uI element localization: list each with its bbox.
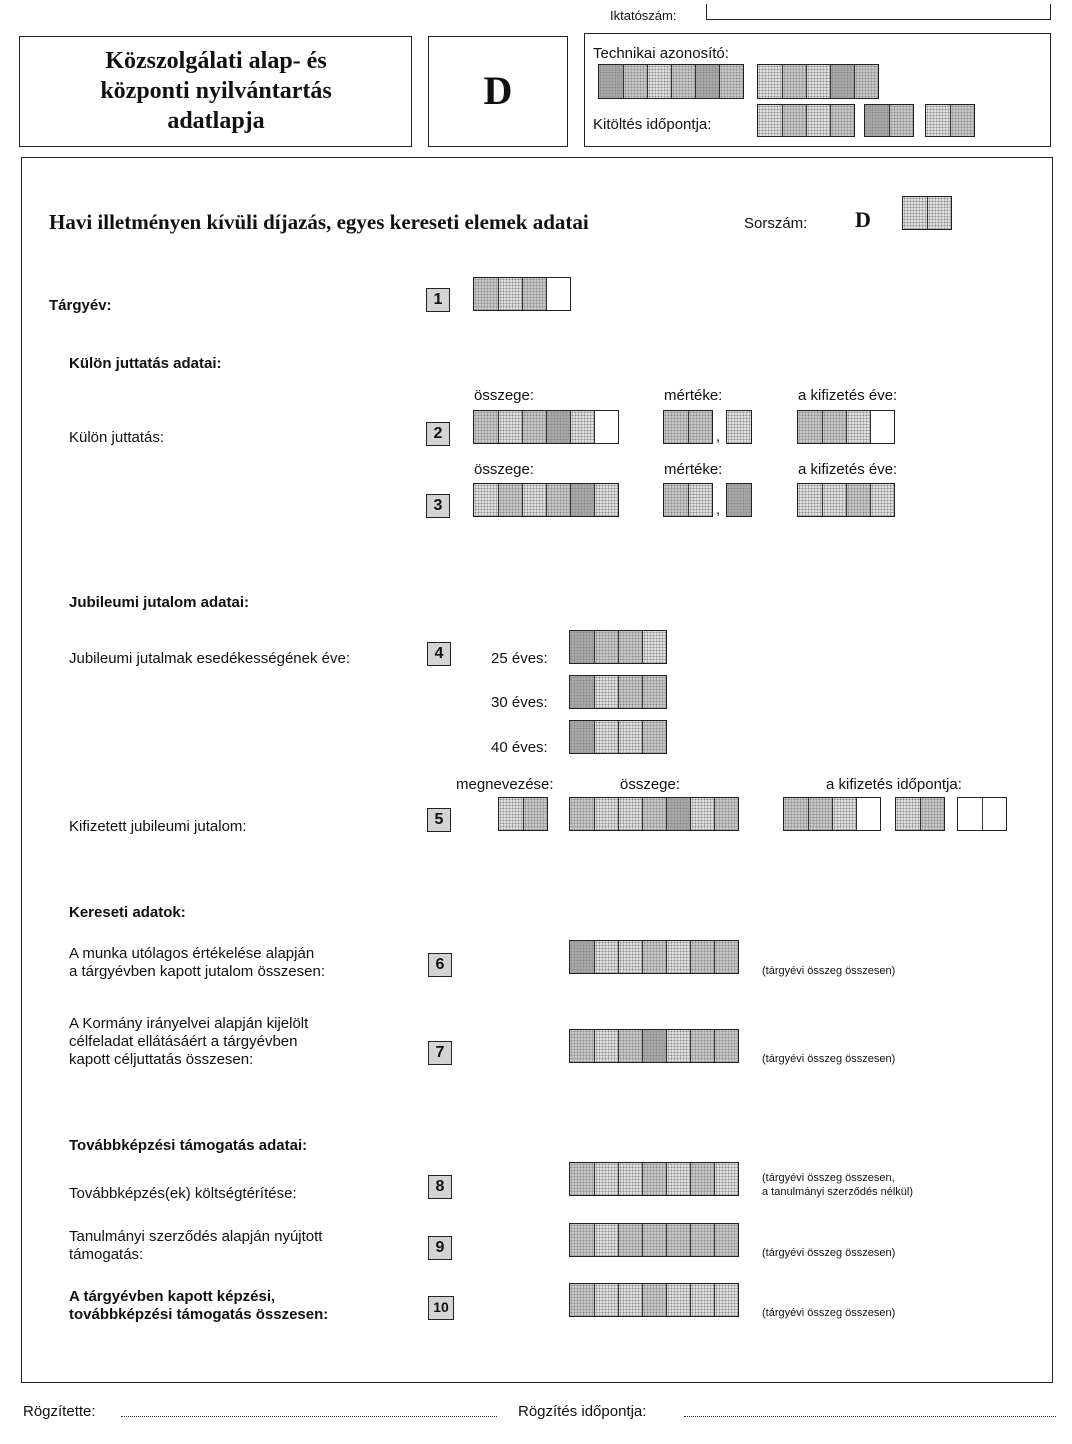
row-number-6: 6 xyxy=(428,953,452,977)
study-contract-cells[interactable] xyxy=(569,1223,739,1257)
row-number-4: 4 xyxy=(427,642,451,666)
special-year-cells-b[interactable] xyxy=(797,483,895,517)
recorded-at-field[interactable] xyxy=(684,1416,1056,1417)
training-row10-line2: továbbképzési támogatás összesen: xyxy=(69,1306,329,1323)
special-rate-header-b: mértéke: xyxy=(664,461,723,478)
earnings-row6-line1: A munka utólagos értékelése alapján xyxy=(69,945,315,962)
training-row9-line2: támogatás: xyxy=(69,1246,144,1263)
jubilee-due-label: Jubileumi jutalmak esedékességének éve: xyxy=(69,650,350,667)
special-benefit-label: Külön juttatás: xyxy=(69,429,165,446)
recorded-by-field[interactable] xyxy=(121,1416,497,1417)
target-allowance-cells[interactable] xyxy=(569,1029,739,1063)
jubilee-amount-header: összege: xyxy=(620,776,681,793)
fill-date-month-cells[interactable] xyxy=(864,104,914,137)
row-number-8: 8 xyxy=(428,1175,452,1199)
earnings-row7-line3: kapott céljuttatás összesen: xyxy=(69,1051,254,1068)
jubilee-date-day-cells[interactable] xyxy=(957,797,1007,831)
special-amount-cells-a[interactable] xyxy=(473,410,619,444)
fill-date-label: Kitöltés időpontja: xyxy=(593,116,712,133)
jubilee-amount-cells[interactable] xyxy=(569,797,739,831)
training-cost-note-line1: (tárgyévi összeg összesen, xyxy=(762,1172,895,1184)
special-rate-decimal-a[interactable] xyxy=(726,410,752,444)
training-total-note: (tárgyévi összeg összesen) xyxy=(762,1307,896,1319)
jubilee-date-year-cells[interactable] xyxy=(783,797,881,831)
jubilee-date-header: a kifizetés időpontja: xyxy=(826,776,962,793)
decimal-comma-b: , xyxy=(716,501,721,518)
reward-total-note: (tárgyévi összeg összesen) xyxy=(762,965,896,977)
special-amount-header-a: összege: xyxy=(474,387,535,404)
serial-cells[interactable] xyxy=(902,196,952,230)
special-rate-decimal-b[interactable] xyxy=(726,483,752,517)
registration-label: Iktatószám: xyxy=(610,8,677,23)
special-amount-cells-b[interactable] xyxy=(473,483,619,517)
row-number-9: 9 xyxy=(428,1236,452,1260)
training-heading: Továbbképzési támogatás adatai: xyxy=(69,1137,308,1154)
target-allowance-note: (tárgyévi összeg összesen) xyxy=(762,1053,896,1065)
earnings-row7-line1: A Kormány irányelvei alapján kijelölt xyxy=(69,1015,309,1032)
training-cost-note-line2: a tanulmányi szerződés nélkül) xyxy=(762,1186,914,1198)
earnings-row7-line2: célfeladat ellátásáért a tárgyévben xyxy=(69,1033,298,1050)
row-number-5: 5 xyxy=(427,808,451,832)
target-year-label: Tárgyév: xyxy=(49,297,112,314)
jubilee-30-cells[interactable] xyxy=(569,675,667,709)
training-row8-label: Továbbképzés(ek) költségtérítése: xyxy=(69,1185,297,1202)
training-row10-line1: A tárgyévben kapott képzési, xyxy=(69,1288,276,1305)
training-total-cells[interactable] xyxy=(569,1283,739,1317)
serial-letter: D xyxy=(855,207,871,232)
jubilee-paid-label: Kifizetett jubileumi jutalom: xyxy=(69,818,247,835)
special-rate-header-a: mértéke: xyxy=(664,387,723,404)
special-rate-cells-a[interactable] xyxy=(663,410,713,444)
row-number-7: 7 xyxy=(428,1041,452,1065)
form-letter: D xyxy=(483,68,513,113)
row-number-2: 2 xyxy=(426,422,450,446)
earnings-row6-line2: a tárgyévben kapott jutalom összesen: xyxy=(69,963,325,980)
special-year-header-b: a kifizetés éve: xyxy=(798,461,898,478)
row-number-1: 1 xyxy=(426,288,450,312)
form-title: Közszolgálati alap- és központi nyilvántartás adatlapja xyxy=(100,48,332,134)
target-year-cells[interactable] xyxy=(473,277,571,311)
jubilee-25-label: 25 éves: xyxy=(491,650,548,667)
title-box xyxy=(19,36,412,147)
training-cost-cells[interactable] xyxy=(569,1162,739,1196)
training-row9-line1: Tanulmányi szerződés alapján nyújtott xyxy=(69,1228,323,1245)
reward-total-cells[interactable] xyxy=(569,940,739,974)
section-title: Havi illetményen kívüli díjazás, egyes kereseti elemek adatai xyxy=(49,210,589,234)
special-year-cells-a[interactable] xyxy=(797,410,895,444)
registration-field[interactable] xyxy=(706,4,1051,20)
jubilee-30-label: 30 éves: xyxy=(491,694,548,711)
jubilee-heading: Jubileumi jutalom adatai: xyxy=(69,594,250,611)
jubilee-name-header: megnevezése: xyxy=(456,776,554,793)
earnings-heading: Kereseti adatok: xyxy=(69,904,186,921)
special-amount-header-b: összege: xyxy=(474,461,535,478)
row-number-10: 10 xyxy=(428,1296,454,1320)
special-rate-cells-b[interactable] xyxy=(663,483,713,517)
recorded-by-label: Rögzítette: xyxy=(23,1403,96,1420)
jubilee-name-cells[interactable] xyxy=(498,797,548,831)
special-year-header-a: a kifizetés éve: xyxy=(798,387,898,404)
fill-date-day-cells[interactable] xyxy=(925,104,975,137)
special-benefit-heading: Külön juttatás adatai: xyxy=(69,355,222,372)
form-letter-box xyxy=(428,36,568,147)
serial-label: Sorszám: xyxy=(744,215,808,232)
study-contract-note: (tárgyévi összeg összesen) xyxy=(762,1247,896,1259)
decimal-comma-a: , xyxy=(716,428,721,445)
jubilee-25-cells[interactable] xyxy=(569,630,667,664)
tech-id-cells-a[interactable] xyxy=(598,64,744,99)
fill-date-year-cells[interactable] xyxy=(757,104,855,137)
recorded-at-label: Rögzítés időpontja: xyxy=(518,1403,647,1420)
jubilee-40-label: 40 éves: xyxy=(491,739,548,756)
tech-id-label: Technikai azonosító: xyxy=(593,45,729,62)
row-number-3: 3 xyxy=(426,494,450,518)
jubilee-40-cells[interactable] xyxy=(569,720,667,754)
jubilee-date-month-cells[interactable] xyxy=(895,797,945,831)
tech-id-cells-b[interactable] xyxy=(757,64,879,99)
